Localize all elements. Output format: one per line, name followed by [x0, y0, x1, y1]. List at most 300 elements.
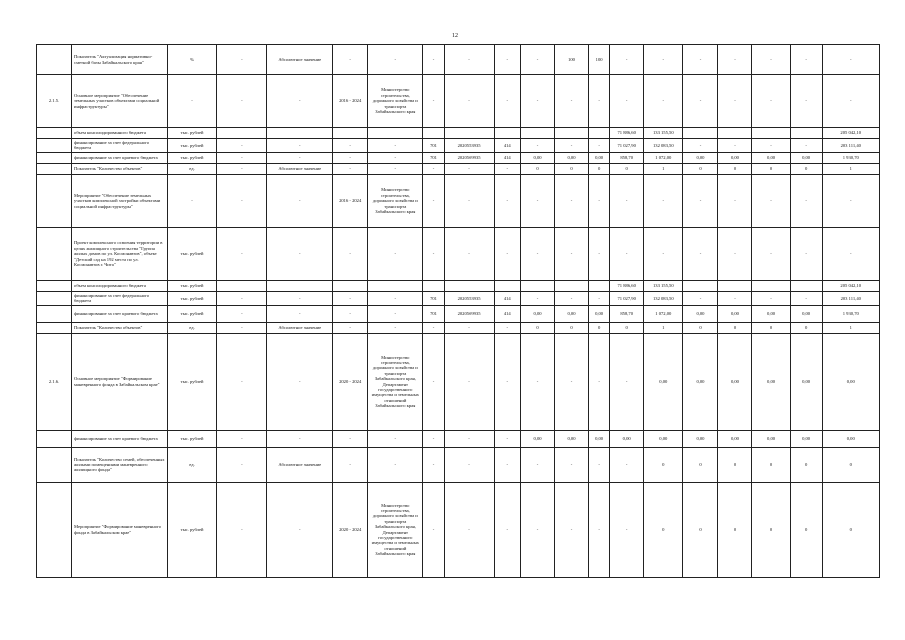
table-cell: -: [267, 482, 333, 577]
table-cell: 0: [555, 322, 589, 333]
table-row: [37, 139, 880, 153]
table-cell: 0: [644, 447, 683, 482]
row-number-cell: [37, 174, 72, 227]
table-cell: 2020553935: [444, 139, 494, 153]
table-cell: -: [718, 291, 752, 305]
table-cell: -: [333, 322, 368, 333]
table-cell: -: [267, 227, 333, 280]
table-row: [37, 128, 880, 139]
table-cell: 0,00: [683, 333, 718, 430]
table-cell: -: [610, 75, 644, 128]
table-cell: -: [790, 45, 822, 75]
table-cell: -: [444, 227, 494, 280]
table-cell: 0,00: [588, 430, 609, 447]
item-name-cell: Основное мероприятие "Формирование маневренного фонда в Забайкальском крае": [72, 333, 168, 430]
table-cell: -: [267, 291, 333, 305]
table-cell: 1: [644, 322, 683, 333]
table-cell: -: [444, 430, 494, 447]
table-cell: -: [217, 174, 267, 227]
table-cell: -: [333, 139, 368, 153]
table-cell: 1 930,70: [822, 305, 879, 322]
table-row: [37, 482, 880, 577]
table-row: [37, 447, 880, 482]
table-cell: [588, 128, 609, 139]
table-cell: 0,00: [790, 333, 822, 430]
item-name-cell: объем консолидированного бюджета: [72, 280, 168, 291]
table-cell: 1 072,00: [644, 305, 683, 322]
table-cell: 203 111,40: [822, 291, 879, 305]
table-cell: -: [444, 482, 494, 577]
table-cell: 2016 - 2024: [333, 174, 368, 227]
table-cell: -: [752, 139, 790, 153]
table-cell: -: [333, 163, 368, 174]
table-cell: 414: [494, 305, 521, 322]
table-cell: -: [494, 447, 521, 482]
item-name-cell: объем консолидированного бюджета: [72, 128, 168, 139]
table-row: [37, 305, 880, 322]
table-cell: -: [555, 174, 589, 227]
table-cell: 0,00: [752, 305, 790, 322]
table-cell: 2020553935: [444, 291, 494, 305]
table-cell: 20205б9935: [444, 152, 494, 163]
row-number-cell: [37, 482, 72, 577]
table-cell: 71 027,90: [610, 291, 644, 305]
table-row: [37, 45, 880, 75]
table-cell: -: [610, 174, 644, 227]
table-cell: 0,00: [521, 430, 555, 447]
table-cell: [683, 128, 718, 139]
table-cell: -: [752, 45, 790, 75]
row-number-cell: 2.1.5.: [37, 75, 72, 128]
table-cell: 0,00: [790, 305, 822, 322]
table-cell: 0: [683, 163, 718, 174]
table-cell: -: [217, 227, 267, 280]
table-cell: 0,00: [555, 305, 589, 322]
table-cell: 133 155,50: [644, 280, 683, 291]
table-cell: 0,00: [521, 152, 555, 163]
table-cell: -: [423, 333, 444, 430]
table-cell: 0,00: [683, 152, 718, 163]
table-cell: 0: [588, 163, 609, 174]
row-number-cell: [37, 447, 72, 482]
item-name-cell: финансирование за счет федерального бюджета: [72, 291, 168, 305]
table-cell: -: [423, 430, 444, 447]
table-cell: [267, 280, 333, 291]
table-row: [37, 227, 880, 280]
table-cell: -: [444, 322, 494, 333]
table-cell: [217, 280, 267, 291]
table-cell: 0: [822, 447, 879, 482]
table-cell: 0,00: [555, 152, 589, 163]
table-cell: -: [494, 163, 521, 174]
table-cell: 0: [752, 482, 790, 577]
table-cell: [718, 280, 752, 291]
table-cell: -: [444, 174, 494, 227]
table-cell: 0: [588, 322, 609, 333]
table-cell: -: [683, 75, 718, 128]
table-cell: -: [718, 174, 752, 227]
table-cell: -: [790, 291, 822, 305]
table-cell: -: [217, 333, 267, 430]
row-number-cell: [37, 139, 72, 153]
table-cell: -: [217, 163, 267, 174]
table-cell: 0,00: [718, 152, 752, 163]
table-cell: 0: [790, 163, 822, 174]
table-row: [37, 322, 880, 333]
table-cell: 701: [423, 139, 444, 153]
table-cell: [368, 280, 423, 291]
table-cell: -: [267, 305, 333, 322]
table-cell: 858,70: [610, 152, 644, 163]
table-cell: -: [790, 75, 822, 128]
table-cell: -: [267, 333, 333, 430]
table-cell: 0,00: [644, 430, 683, 447]
table-cell: -: [588, 482, 609, 577]
table-cell: тыс. рублей: [167, 333, 217, 430]
table-cell: [752, 280, 790, 291]
table-cell: -: [494, 482, 521, 577]
table-row: [37, 280, 880, 291]
table-cell: 0,00: [588, 305, 609, 322]
table-cell: 0: [610, 322, 644, 333]
table-cell: 0: [752, 322, 790, 333]
table-cell: -: [683, 139, 718, 153]
table-cell: 0,00: [644, 333, 683, 430]
table-cell: -: [683, 45, 718, 75]
table-cell: 0: [718, 322, 752, 333]
row-number-cell: [37, 163, 72, 174]
table-cell: -: [423, 163, 444, 174]
table-cell: -: [683, 291, 718, 305]
table-cell: [267, 128, 333, 139]
table-cell: 0,00: [683, 305, 718, 322]
table-cell: тыс. рублей: [167, 139, 217, 153]
table-cell: 71 886,60: [610, 128, 644, 139]
table-cell: -: [494, 75, 521, 128]
table-cell: -: [444, 333, 494, 430]
table-cell: -: [521, 482, 555, 577]
item-name-cell: финансирование за счет краевого бюджета: [72, 430, 168, 447]
item-name-cell: Мероприятие "Обеспечение земельных участков комплексной застройки объектами социальной инфраструктуры": [72, 174, 168, 227]
table-cell: [333, 280, 368, 291]
table-cell: 1 072,00: [644, 152, 683, 163]
table-cell: -: [333, 305, 368, 322]
table-cell: 0,00: [790, 152, 822, 163]
table-cell: ед.: [167, 322, 217, 333]
table-row: [37, 75, 880, 128]
table-cell: -: [167, 174, 217, 227]
table-cell: 1 930,70: [822, 152, 879, 163]
table-cell: -: [217, 75, 267, 128]
item-name-cell: Показатель "Актуализация нормативно-сметной базы Забайкальского края": [72, 45, 168, 75]
table-cell: Министерство строительства, дорожного хозяйства и транспорта Забайкальского края, Департамент государственного имущества и земельных отношений Забайкальского края: [368, 482, 423, 577]
table-cell: [683, 280, 718, 291]
table-cell: -: [521, 447, 555, 482]
table-cell: 205 042,10: [822, 128, 879, 139]
table-cell: -: [267, 152, 333, 163]
table-cell: 0,00: [683, 430, 718, 447]
table-cell: [368, 128, 423, 139]
table-cell: -: [588, 139, 609, 153]
table-cell: 701: [423, 305, 444, 322]
table-cell: -: [718, 227, 752, 280]
table-cell: -: [718, 45, 752, 75]
table-cell: [588, 280, 609, 291]
table-cell: -: [521, 139, 555, 153]
table-cell: -: [521, 45, 555, 75]
row-number-cell: [37, 322, 72, 333]
table-cell: -: [752, 291, 790, 305]
table-cell: -: [521, 333, 555, 430]
row-number-cell: [37, 430, 72, 447]
table-cell: 0: [610, 163, 644, 174]
table-cell: -: [588, 75, 609, 128]
table-cell: -: [494, 430, 521, 447]
table-cell: Министерство строительства, дорожного хозяйства и транспорта Забайкальского края: [368, 75, 423, 128]
table-cell: -: [790, 174, 822, 227]
table-cell: 0: [683, 322, 718, 333]
table-cell: 0,00: [610, 430, 644, 447]
table-cell: 2020 - 2024: [333, 482, 368, 577]
table-cell: Абсолютное значение: [267, 447, 333, 482]
table-cell: тыс. рублей: [167, 152, 217, 163]
table-cell: -: [368, 305, 423, 322]
table-cell: -: [790, 139, 822, 153]
table-cell: 1: [644, 163, 683, 174]
table-cell: тыс. рублей: [167, 482, 217, 577]
table-cell: [444, 128, 494, 139]
table-cell: 203 111,40: [822, 139, 879, 153]
row-number-cell: [37, 280, 72, 291]
table-cell: тыс. рублей: [167, 291, 217, 305]
row-number-cell: [37, 45, 72, 75]
table-cell: -: [333, 152, 368, 163]
table-cell: 71 027,90: [610, 139, 644, 153]
table-cell: -: [217, 430, 267, 447]
row-number-cell: [37, 291, 72, 305]
table-cell: 0,00: [752, 152, 790, 163]
item-name-cell: финансирование за счет федерального бюджета: [72, 139, 168, 153]
table-cell: -: [588, 227, 609, 280]
table-cell: -: [718, 75, 752, 128]
table-cell: Абсолютное значение: [267, 45, 333, 75]
table-cell: -: [217, 45, 267, 75]
table-cell: -: [555, 333, 589, 430]
table-cell: -: [683, 227, 718, 280]
table-cell: 414: [494, 152, 521, 163]
table-cell: -: [683, 174, 718, 227]
table-cell: 0: [718, 163, 752, 174]
table-cell: -: [610, 227, 644, 280]
table-cell: 701: [423, 152, 444, 163]
table-cell: тыс. рублей: [167, 227, 217, 280]
item-name-cell: Показатель "Количество объектов": [72, 322, 168, 333]
table-cell: тыс. рублей: [167, 430, 217, 447]
table-cell: 414: [494, 139, 521, 153]
table-cell: 0: [683, 482, 718, 577]
table-cell: 2020 - 2024: [333, 333, 368, 430]
table-cell: 1: [822, 322, 879, 333]
table-cell: [521, 280, 555, 291]
table-cell: -: [752, 227, 790, 280]
table-cell: -: [368, 227, 423, 280]
table-cell: тыс. рублей: [167, 128, 217, 139]
table-cell: 0,00: [822, 430, 879, 447]
table-cell: -: [555, 447, 589, 482]
table-cell: -: [368, 45, 423, 75]
table-cell: 0,00: [555, 430, 589, 447]
table-cell: -: [368, 139, 423, 153]
table-row: [37, 430, 880, 447]
table-cell: [333, 128, 368, 139]
table-cell: -: [588, 447, 609, 482]
table-cell: 0: [683, 447, 718, 482]
table-cell: 0,00: [588, 152, 609, 163]
table-cell: -: [444, 447, 494, 482]
table-cell: 858,70: [610, 305, 644, 322]
table-cell: 132 083,50: [644, 139, 683, 153]
table-cell: -: [588, 291, 609, 305]
table-cell: -: [423, 482, 444, 577]
table-cell: -: [167, 75, 217, 128]
table-cell: -: [423, 447, 444, 482]
table-cell: -: [644, 227, 683, 280]
table-cell: 205 042,10: [822, 280, 879, 291]
table-cell: -: [521, 174, 555, 227]
table-cell: [444, 280, 494, 291]
table-row: [37, 291, 880, 305]
table-cell: -: [423, 75, 444, 128]
table-cell: -: [822, 174, 879, 227]
table-cell: -: [822, 75, 879, 128]
table-cell: -: [494, 333, 521, 430]
table-cell: -: [333, 227, 368, 280]
table-cell: 1: [822, 163, 879, 174]
table-cell: -: [217, 152, 267, 163]
table-cell: 0,00: [521, 305, 555, 322]
table-cell: 0,00: [822, 333, 879, 430]
table-cell: 0: [644, 482, 683, 577]
table-cell: 0: [790, 447, 822, 482]
table-cell: Абсолютное значение: [267, 163, 333, 174]
table-cell: -: [423, 227, 444, 280]
table-cell: -: [644, 174, 683, 227]
row-number-cell: [37, 128, 72, 139]
table-cell: -: [588, 174, 609, 227]
table-cell: 0: [521, 322, 555, 333]
table-cell: -: [368, 291, 423, 305]
table-cell: 71 886,60: [610, 280, 644, 291]
page-number: 12: [452, 33, 458, 39]
table-cell: Министерство строительства, дорожного хозяйства и транспорта Забайкальского края, Департамент государственного имущества и земельных отношений Забайкальского края: [368, 333, 423, 430]
table-cell: [555, 280, 589, 291]
table-cell: -: [822, 45, 879, 75]
table-cell: -: [423, 322, 444, 333]
item-name-cell: Показатель "Количество семей, обеспеченных жилыми помещениями маневренного жилищного фонда": [72, 447, 168, 482]
table-cell: -: [368, 322, 423, 333]
item-name-cell: Показатель "Количество объектов": [72, 163, 168, 174]
table-cell: 0,00: [718, 430, 752, 447]
table-cell: -: [644, 45, 683, 75]
table-cell: -: [368, 447, 423, 482]
item-name-cell: Проект комплексного освоения территории в целях жилищного строительства "Группа жилых домов по ул. Космонавтов", объект "Детский сад на 192 места по ул. Космонавтов г. Чита": [72, 227, 168, 280]
table-cell: [790, 280, 822, 291]
table-cell: [790, 128, 822, 139]
table-cell: -: [555, 291, 589, 305]
table-cell: -: [368, 152, 423, 163]
table-cell: 2016 - 2024: [333, 75, 368, 128]
table-cell: 414: [494, 291, 521, 305]
table-cell: [718, 128, 752, 139]
table-cell: [494, 128, 521, 139]
table-cell: -: [610, 482, 644, 577]
table-cell: -: [217, 482, 267, 577]
table-cell: ед.: [167, 447, 217, 482]
table-cell: [423, 128, 444, 139]
table-cell: -: [494, 322, 521, 333]
table-cell: -: [610, 333, 644, 430]
table-cell: -: [521, 75, 555, 128]
table-cell: -: [588, 333, 609, 430]
table-cell: 0: [521, 163, 555, 174]
table-cell: -: [423, 174, 444, 227]
table-cell: -: [217, 322, 267, 333]
table-cell: -: [333, 447, 368, 482]
table-cell: Абсолютное значение: [267, 322, 333, 333]
table-cell: -: [333, 45, 368, 75]
table-cell: -: [267, 430, 333, 447]
table-cell: [752, 128, 790, 139]
table-cell: -: [217, 291, 267, 305]
table-row: [37, 152, 880, 163]
table-cell: -: [444, 75, 494, 128]
table-cell: 0: [555, 163, 589, 174]
table-cell: -: [494, 174, 521, 227]
table-cell: -: [555, 227, 589, 280]
table-cell: -: [267, 174, 333, 227]
table-cell: тыс. рублей: [167, 280, 217, 291]
table-cell: -: [494, 45, 521, 75]
table-cell: Министерство строительства, дорожного хозяйства и транспорта Забайкальского края: [368, 174, 423, 227]
table-cell: -: [752, 174, 790, 227]
table-cell: 0: [790, 482, 822, 577]
table-cell: -: [610, 447, 644, 482]
row-number-cell: [37, 227, 72, 280]
table-cell: [423, 280, 444, 291]
table-cell: [521, 128, 555, 139]
table-row: [37, 174, 880, 227]
table-cell: -: [555, 75, 589, 128]
table-cell: 0: [718, 482, 752, 577]
table-cell: -: [333, 430, 368, 447]
table-row: [37, 163, 880, 174]
table-cell: -: [555, 139, 589, 153]
row-number-cell: [37, 152, 72, 163]
table-cell: [217, 128, 267, 139]
table-cell: 0,00: [718, 305, 752, 322]
table-cell: 0: [752, 163, 790, 174]
table-cell: %: [167, 45, 217, 75]
table-cell: -: [267, 75, 333, 128]
table-cell: -: [718, 139, 752, 153]
table-cell: -: [368, 163, 423, 174]
table-cell: 100: [588, 45, 609, 75]
table-cell: -: [217, 139, 267, 153]
table-cell: -: [610, 45, 644, 75]
program-table: [36, 44, 880, 578]
item-name-cell: Основное мероприятие "Обеспечение земельных участков объектами социальной инфраструктуры": [72, 75, 168, 128]
table-cell: 20205б9935: [444, 305, 494, 322]
